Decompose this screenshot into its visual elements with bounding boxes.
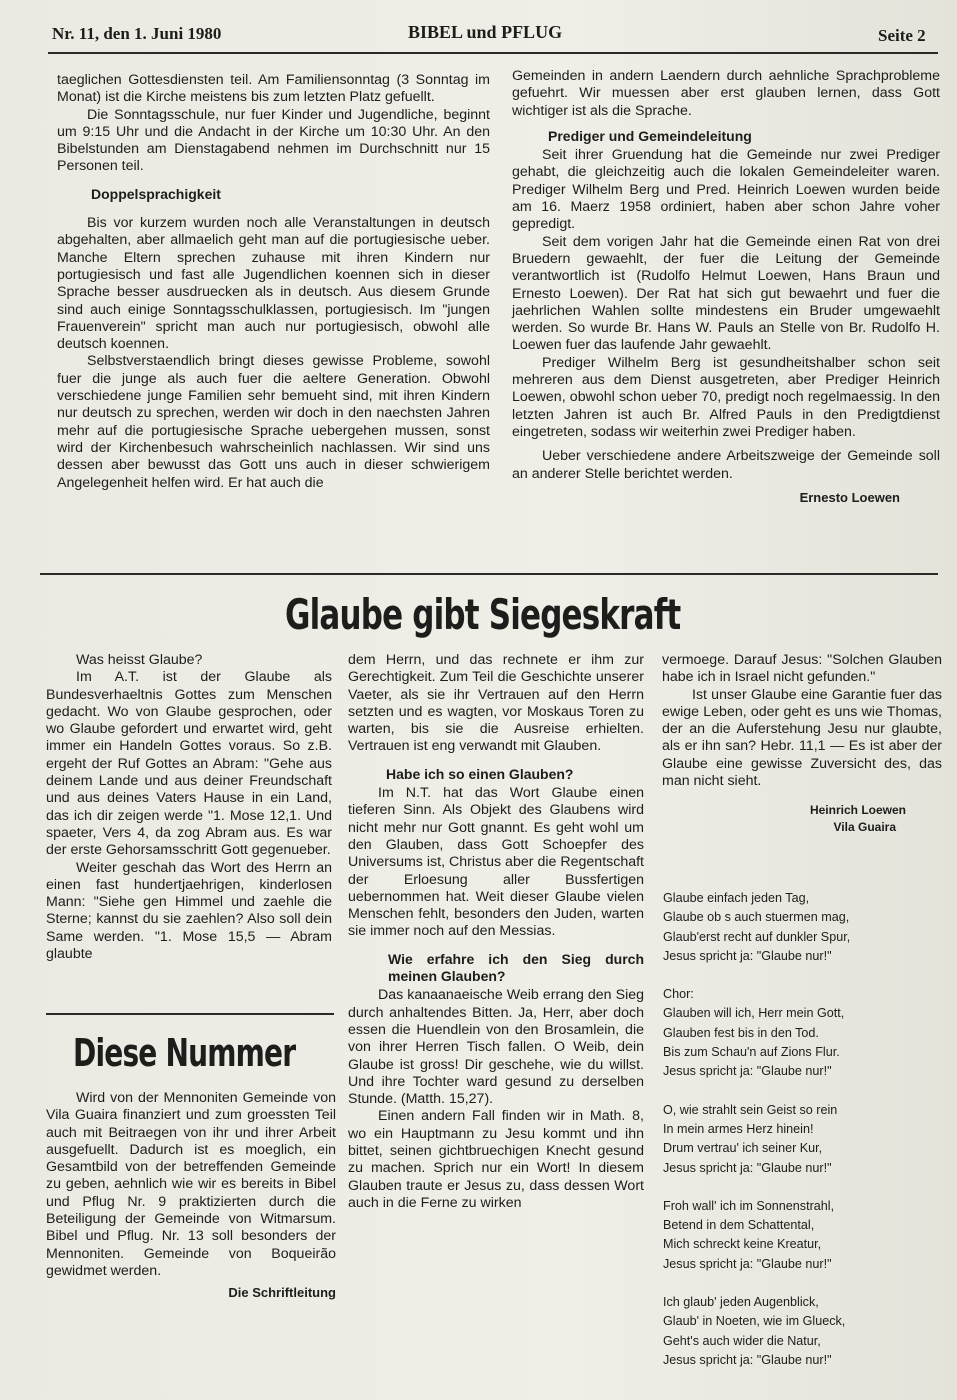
poem-line: O, wie strahlt sein Geist so rein — [663, 1102, 838, 1117]
box-headline: Diese Nummer — [73, 1031, 296, 1075]
poem-line: Glauben will ich, Herr mein Gott, — [663, 1006, 845, 1021]
poem-stanza — [663, 1293, 943, 1370]
article-headline: Glaube gibt Siegeskraft — [285, 590, 681, 639]
poem-line: Geht's auch wider die Natur, — [663, 1333, 821, 1348]
author-location: Vila Guaira — [833, 820, 896, 835]
poem-line: Glaub' in Noeten, wie im Glueck, — [663, 1314, 846, 1329]
poem-line: Jesus spricht ja: "Glaube nur!" — [663, 948, 832, 963]
poem-line: Glauben fest bis in den Tod. — [663, 1025, 819, 1040]
section-subhead: Doppelsprachigkeit — [91, 185, 221, 202]
poem-line: Drum vertrau' ich seiner Kur, — [663, 1141, 823, 1156]
poem-stanza — [663, 1101, 943, 1178]
top-article-right-column — [512, 68, 940, 506]
section-subhead: Wie erfahre ich den Sieg durch meinen Glauben? — [388, 950, 644, 985]
poem-line: Jesus spricht ja: "Glaube nur!" — [663, 1064, 832, 1079]
paragraph: Im A.T. ist der Glaube als Bundesverhaeltnis Gottes zum Menschen gedacht. Wo von Glaube gesprochen, oder wo Glaube gefordert und erwartet wird, geht immer ein Handeln Gottes voraus. So z.B. ergeht der Ruf Gottes an Abram: "Gehe aus deinem Lande und aus deiner Freundschaft und aus deines Vaters Hause in ein Land, das ich dir zeigen werde "1. Mose 12,1. Und spaeter, Vers 4, da zog Abram aus. Es war der erste Gehorsamsschritt Gott gegenueber. — [46, 669, 332, 859]
diese-nummer-box — [46, 1090, 336, 1302]
newspaper-title: BIBEL und PFLUG — [408, 22, 563, 42]
paragraph: Einen andern Fall finden wir in Math. 8, wo ein Hauptmann zu Jesu kommt und ihn bittet, seinen gichtbruechigen Knecht gesund zu machen. Sprich nur ein Wort! In diesem Glauben traute er Jesus zu, dass dessen Wort auch in die Ferne zu wirken — [348, 1108, 644, 1211]
paragraph: Das kanaanaeische Weib errang den Sieg durch anhaltendes Bitten. Ja, Herr, aber doch essen die Huendlein von den Brosamlein, die von ihrer Herren Tisch fallen. O Weib, dein Glaube ist gross! Dir geschehe, wie du willst. Und ihre Tochter ward gesund zu derselben Stunde. (Matth. 15,27). — [348, 987, 644, 1108]
issue-date: Nr. 11, den 1. Juni 1980 — [52, 24, 222, 43]
paragraph: taeglichen Gottesdiensten teil. Am Familiensonntag (3 Sonntag im Monat) ist die Kirche meistens bis zum letzten Platz gefuellt. — [57, 72, 490, 106]
author-signature: Ernesto Loewen — [799, 489, 900, 505]
poem-line: Mich schreckt keine Kreatur, — [663, 1237, 822, 1252]
section-subhead: Habe ich so einen Glauben? — [386, 765, 574, 782]
poem-line: Jesus spricht ja: "Glaube nur!" — [663, 1256, 832, 1271]
page-number: Seite 2 — [878, 26, 926, 45]
paragraph: Die Sonntagsschule, nur fuer Kinder und Jugendliche, beginnt um 9:15 Uhr und die Andacht in der Kirche um 10:30 Uhr. An den Bibelstunden am Dienstagabend nehmen im Durchschnitt nur 15 Personen teil. — [57, 106, 490, 175]
poem-line: Froh wall' ich im Sonnenstrahl, — [663, 1198, 835, 1213]
paragraph: Seit dem vorigen Jahr hat die Gemeinde einen Rat von drei Bruedern gewaehlt, der fuer die Leitung der Gemeinde verantwortlich ist (Rudolfo Helmut Loewen, Hans Braun und Ernesto Loewen). Der Rat hat sich gut bewaehrt und fuer die jaehrlichen Wahlen sollte mindestens ein Bruder umgewaehlt werden. So wurde Br. Hans W. Pauls an Stelle von Br. Rudolfo H. Loewen fuer das laufende Jahr gewaehlt. — [512, 233, 940, 354]
question: Was heisst Glaube? — [76, 652, 203, 668]
glaube-column-3 — [662, 652, 942, 836]
poem-line: Jesus spricht ja: "Glaube nur!" — [663, 1160, 832, 1175]
paragraph: Ist unser Glaube eine Garantie fuer das ewige Leben, oder geht es uns wie Thomas, der an die Auferstehung Jesu nur glaubte, als er ihn san? Hebr. 11,1 — Es ist aber der Glaube eine gewisse Zuversicht des, das man nicht sieht. — [662, 686, 942, 790]
top-article-left-column — [57, 72, 490, 492]
paragraph: Bis vor kurzem wurden noch alle Veranstaltungen in deutsch abgehalten, aber allmaelich geht man auf die portugiesische ueber. Manche Eltern sprechen zuhause mit ihren Kindern nur portugiesisch und fast alle Jugendlichen koennen sich in dieser Sprache besser ausdruecken als in deutsch. Aus diesem Grunde sind auch einige Sonntagsschulklassen, portugiesisch. Im "jungen Frauenverein" spricht man auch nur portugiesisch, obwohl alle deutsch koennen. — [57, 215, 490, 353]
paragraph: Seit ihrer Gruendung hat die Gemeinde nur zwei Prediger gehabt, die gleichzeitig auch die lokalen Gemeindeleiter waren. Prediger Wilhelm Berg und Pred. Heinrich Loewen wurden beide am 16. Maerz 1958 ordiniert, haben aber schon Jahre voher gepredigt. — [512, 147, 940, 233]
poem-stanza — [663, 889, 943, 966]
poem-line: Ich glaub' jeden Augenblick, — [663, 1295, 819, 1310]
author-signature: Heinrich Loewen — [809, 803, 906, 818]
poem-line: Glaube ob s auch stuermen mag, — [663, 910, 850, 925]
poem-stanza — [663, 985, 943, 1081]
section-subhead: Prediger und Gemeindeleitung — [548, 127, 752, 144]
paragraph: Weiter geschah das Wort des Herrn an einen fast hundertjaehrigen, kinderlosen Mann: "Siehe gen Himmel und zaehle die Sterne; kannst du sie zaehlen? Also soll dein Same werden. "1. Mose 15,5 — Abram glaubte — [46, 859, 332, 963]
paragraph: Wird von der Mennoniten Gemeinde von Vila Guaira finanziert und zum groessten Teil auch mit Beitraegen von ihr und ihrer Arbeit ausgefuellt. Dadurch ist es moeglich, ein Gesamtbild von der betreffenden Gemeinde zu geben, aehnlich wie wir es bereits in Bibel und Pflug Nr. 9 praktizierten durch die Beteiligung der Gemeinde von Witmarsum. Bibel und Pflug. Nr. 13 soll besonders der Mennoniten. Gemeinde von Boqueirão gewidmet werden. — [46, 1090, 336, 1279]
poem-line: Jesus spricht ja: "Glaube nur!" — [663, 1352, 832, 1367]
paragraph: Ueber verschiedene andere Arbeitszweige der Gemeinde soll an anderer Stelle berichtet werden. — [512, 448, 940, 482]
header-rule — [48, 52, 938, 54]
poem-line: Glaube einfach jeden Tag, — [663, 891, 810, 905]
poem — [663, 889, 943, 1389]
poem-line: Bis zum Schau'n auf Zions Flur. — [663, 1045, 840, 1060]
poem-line: Chor: — [663, 987, 694, 1002]
box-divider — [46, 1013, 334, 1015]
paragraph: dem Herrn, und das rechnete er ihm zur Gerechtigkeit. Zum Teil die Geschichte unserer Vaeter, als sie ihr Vertrauen auf den Herrn setzten und es wagten, vor Moskaus Toren zu warten, bis sie die Ausreise erhielten. Vertrauen ist eng verwandt mit Glauben. — [348, 652, 644, 755]
paragraph: Gemeinden in andern Laendern durch aehnliche Sprachprobleme gefuehrt. Wir muessen aber erst glauben lernen, dass Gott wichtiger ist als die Sprache. — [512, 68, 940, 119]
paragraph: Im N.T. hat das Wort Glaube einen tieferen Sinn. Als Objekt des Glaubens wird nicht mehr nur Gott gnannt. Es geht wohl um den Glauben, dass Gott Schoepfer des Universums ist, Christus aber die Regentschaft der Erloesung aller Bussfertigen uebernommen hat. Weit dieser Glaube vielen Menschen fehlt, besonders den Juden, warten sie immer noch auf den Messias. — [348, 785, 644, 940]
editor-signature: Die Schriftleitung — [228, 1285, 336, 1301]
section-divider — [40, 573, 938, 575]
paragraph: Prediger Wilhelm Berg ist gesundheitshalber schon seit mehreren aus dem Dienst ausgetreten, aber Prediger Heinrich Loewen, obwohl schon ueber 70, predigt noch regelmaessig. In den letzten Jahren ist auch Br. Alfred Pauls in den Predigtdienst eingetreten, sodass wir weiterhin zwei Prediger haben. — [512, 354, 940, 440]
poem-line: Betend in dem Schattental, — [663, 1218, 815, 1233]
poem-line: In mein armes Herz hinein! — [663, 1121, 814, 1136]
paragraph: Selbstverstaendlich bringt dieses gewisse Probleme, sowohl fuer die junge als auch fuer die aeltere Generation. Obwohl verschiedene junge Familien sehr bemueht sind, mit ihren Kindern nur deutsch zu sprechen, werden wir doch in den naechsten Jahren mehr auf die portugiesische Sprache uebergehen mussen, sonst wird der Kirchenbesuch wahrscheinlich nachlassen. Wir sind uns dessen aber bewusst das Gott uns auch in dieser schwierigem Angelegenheit helfen wird. Er hat auch die — [57, 353, 490, 491]
glaube-column-1 — [46, 652, 332, 963]
poem-line: Glaub'erst recht auf dunkler Spur, — [663, 929, 851, 944]
poem-stanza — [663, 1197, 943, 1274]
paragraph: vermoege. Darauf Jesus: "Solchen Glauben habe ich in Israel nicht gefunden." — [662, 652, 942, 686]
glaube-column-2 — [348, 652, 644, 1212]
